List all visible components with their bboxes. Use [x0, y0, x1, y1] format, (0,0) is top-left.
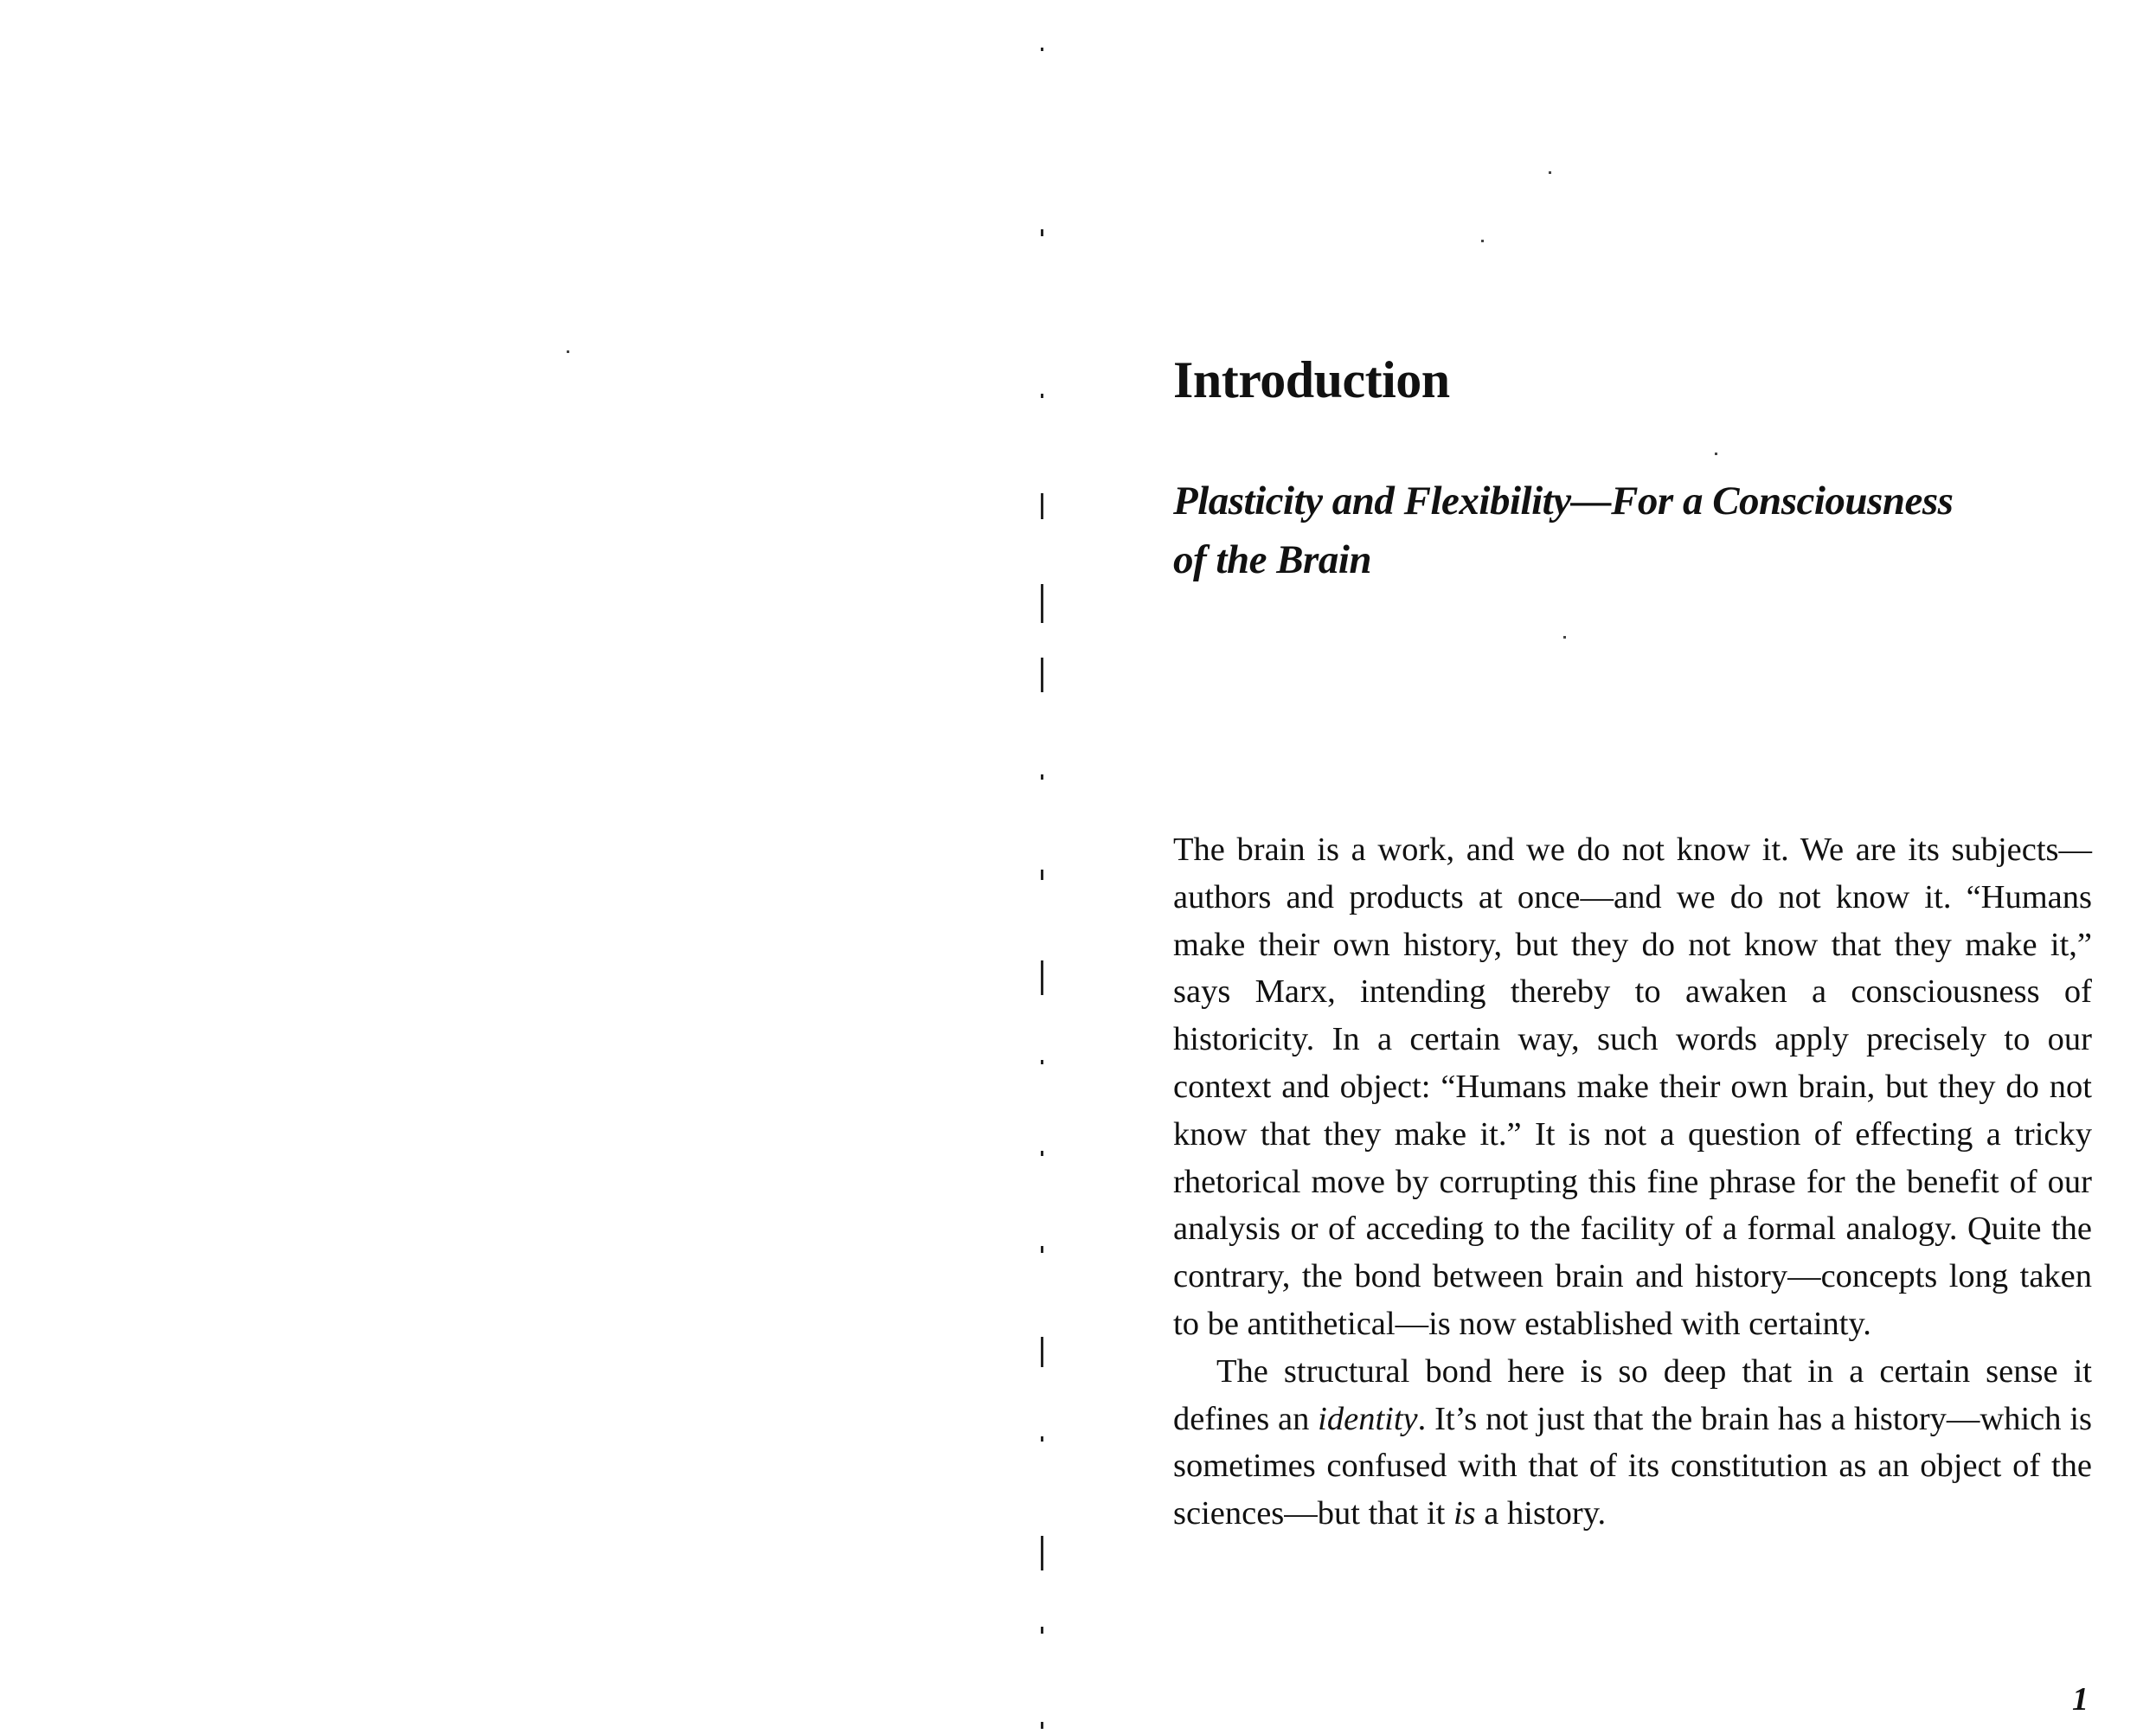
gutter-speck: [1041, 1151, 1043, 1156]
paragraph-2-text-a: The structural bond here is so deep that in a certain sense it defines an: [1173, 1352, 2092, 1437]
gutter-speck: [1041, 1722, 1043, 1729]
emphasis-is: is: [1453, 1495, 1476, 1532]
gutter-speck: [1041, 1627, 1043, 1634]
paragraph-2-text-b: . It’s not just that the brain has a history—which is sometimes confused with that of its constitution as an object of the sciences—but that it: [1173, 1400, 2093, 1532]
paragraph-2: [1173, 1348, 2092, 1538]
body-text: [1173, 826, 2092, 1538]
paragraph-1: The brain is a work, and we do not know it. We are its subjects—authors and products at once—and we do not know it. “Humans make their own history, but they do not know that they make it,” says Marx, intending thereby to awaken a consciousness of historicity. In a certain way, such words apply precisely to our context and object: “Humans make their own brain, but they do not know that they make it.” It is not a question of effecting a tricky rhetorical move by corrupting this fine phrase for the benefit of our analysis or of acceding to the facility of a formal analogy. Quite the contrary, the bond between brain and history—concepts long taken to be antithetical—is now established with certainty.: [1173, 832, 2092, 1342]
gutter-speck: [1041, 1060, 1043, 1064]
page-number: 1: [2072, 1681, 2089, 1718]
chapter-subtitle-line1: Plasticity and Flexibility—For a Consciousness: [1173, 478, 1954, 523]
gutter-speck: [1041, 870, 1043, 880]
chapter-title: Introduction: [1173, 351, 1450, 408]
gutter-speck: [1041, 1246, 1043, 1253]
gutter-speck: [1041, 229, 1043, 236]
gutter-speck: [1041, 394, 1043, 398]
gutter-speck: [1041, 493, 1043, 519]
right-page: [1173, 0, 2092, 1734]
gutter-speck: [1041, 1536, 1043, 1570]
gutter-speck: [1041, 1436, 1043, 1442]
gutter-speck: [1041, 48, 1043, 51]
gutter-speck: [1041, 658, 1043, 692]
emphasis-identity: identity: [1318, 1400, 1418, 1437]
paragraph-2-text-c: a history.: [1475, 1495, 1607, 1532]
chapter-subtitle-line2: of the Brain: [1173, 537, 1372, 582]
gutter-speck: [1041, 774, 1043, 780]
gutter-speck: [1041, 1337, 1043, 1367]
gutter-speck: [1041, 584, 1043, 623]
gutter-speck: [1041, 960, 1043, 995]
chapter-subtitle: [1173, 472, 2092, 589]
scan-speck: [567, 350, 569, 353]
